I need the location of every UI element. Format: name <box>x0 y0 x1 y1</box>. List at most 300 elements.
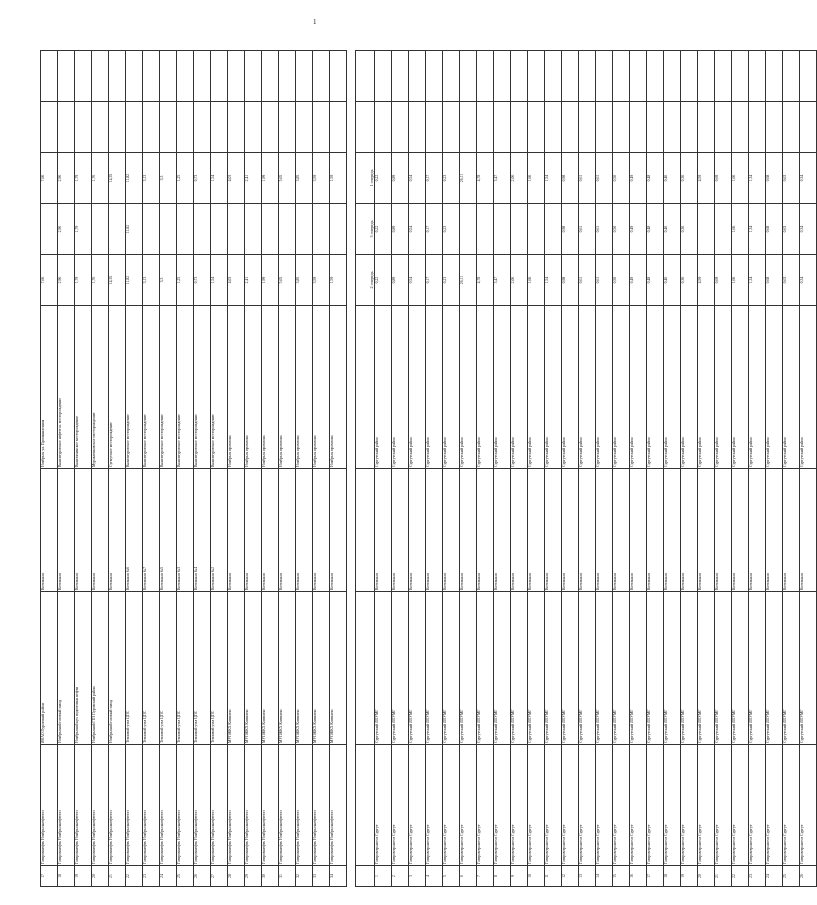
value-cell: 26,11 <box>460 153 477 204</box>
value-cell: 14,35 <box>109 255 126 306</box>
value-cell: 2,41 <box>245 255 262 306</box>
value-cell <box>715 204 732 255</box>
rotated-table-page <box>40 62 804 887</box>
empty-cell <box>177 51 194 102</box>
object-cell: Котельная <box>494 469 511 592</box>
empty-cell <box>41 51 58 102</box>
organization-cell: МУПЖКХ Комплекс <box>296 592 313 745</box>
owner-cell: Газпромтрансгаз Сургут <box>698 745 715 866</box>
organization-cell: Сургутский ЛПУМГ <box>392 592 409 745</box>
object-cell: Котельная <box>681 469 698 592</box>
organization-cell: Сургутский ЛПУМГ <box>596 592 613 745</box>
address-cell: Ноябрьск промзона <box>279 306 296 469</box>
address-cell: Вынгапуровское месторождение <box>126 306 143 469</box>
value-cell: 0,61 <box>596 255 613 306</box>
owner-cell: Газпромнефть Ноябрьскнефтегаз <box>296 745 313 866</box>
value-cell: 0,63 <box>783 204 800 255</box>
value-cell: 1,99 <box>262 153 279 204</box>
address-cell: Вынгапуровское месторождение <box>177 306 194 469</box>
row-number: 23 <box>143 866 160 887</box>
value-cell: 0,63 <box>783 255 800 306</box>
empty-cell <box>160 102 177 153</box>
header-col-2: 2 очередь <box>356 255 375 306</box>
owner-cell: Газпромтрансгаз Сургут <box>732 745 749 866</box>
value-cell: 2,06 <box>511 255 528 306</box>
value-cell: 0,61 <box>579 153 596 204</box>
value-cell: 0,17 <box>426 255 443 306</box>
owner-cell: Газпромтрансгаз Сургут <box>375 745 392 866</box>
empty-cell <box>800 102 817 153</box>
table-row <box>545 51 562 887</box>
value-cell <box>528 204 545 255</box>
empty-cell <box>375 102 392 153</box>
value-cell: 1,66 <box>528 153 545 204</box>
value-cell: 1,66 <box>732 204 749 255</box>
value-cell: 26,11 <box>460 255 477 306</box>
table-row <box>126 51 143 887</box>
owner-cell: Газпромнефть Ноябрьскнефтегаз <box>75 745 92 866</box>
value-cell <box>279 204 296 255</box>
object-cell: Котельная <box>630 469 647 592</box>
empty-cell <box>330 102 347 153</box>
table-row <box>800 51 817 887</box>
value-cell <box>160 204 177 255</box>
row-number: 4 <box>426 866 443 887</box>
table-header-block <box>347 51 375 887</box>
table-row <box>245 51 262 887</box>
empty-cell <box>579 51 596 102</box>
value-cell: 1,59 <box>330 255 347 306</box>
value-cell: 1,25 <box>177 153 194 204</box>
owner-cell: Газпромтрансгаз Сургут <box>681 745 698 866</box>
value-cell: 0,46 <box>664 255 681 306</box>
value-cell: 3,59 <box>313 153 330 204</box>
value-cell <box>143 204 160 255</box>
empty-cell <box>262 51 279 102</box>
row-number: 26 <box>194 866 211 887</box>
table-row <box>75 51 92 887</box>
table-row <box>579 51 596 887</box>
row-number: 1 <box>375 866 392 887</box>
row-number: 9 <box>511 866 528 887</box>
owner-cell: Газпромтрансгаз Сургут <box>664 745 681 866</box>
organization-cell: Сургутский ЛПУМГ <box>647 592 664 745</box>
object-cell: Котельная <box>511 469 528 592</box>
address-cell: Сургутский район <box>613 306 630 469</box>
address-cell: Сургутский район <box>460 306 477 469</box>
page-mark: 1 <box>313 18 317 26</box>
organization-cell: Сургутский ЛПУМГ <box>800 592 817 745</box>
value-cell: 1,66 <box>732 255 749 306</box>
empty-cell <box>211 51 228 102</box>
header-col-3: 3 очередь <box>356 204 375 255</box>
organization-cell: Тепловой узел ЦПС <box>177 592 194 745</box>
address-cell: Сургутский район <box>409 306 426 469</box>
value-cell: 1,76 <box>92 255 109 306</box>
empty-cell <box>783 102 800 153</box>
value-cell: 3,13 <box>143 153 160 204</box>
organization-cell: Сургутский ЛПУМГ <box>375 592 392 745</box>
row-number: 5 <box>443 866 460 887</box>
row-number: 16 <box>630 866 647 887</box>
data-table <box>40 50 817 887</box>
table-row <box>262 51 279 887</box>
address-cell: Сургутский район <box>664 306 681 469</box>
empty-cell <box>715 51 732 102</box>
address-cell: Ноябрьск промзона <box>262 306 279 469</box>
empty-cell <box>579 102 596 153</box>
value-cell: 0,54 <box>409 204 426 255</box>
value-cell: 1,34 <box>749 153 766 204</box>
empty-cell <box>545 51 562 102</box>
row-number: 33 <box>313 866 330 887</box>
row-number: 18 <box>664 866 681 887</box>
value-cell: 0,68 <box>766 153 783 204</box>
table-row <box>596 51 613 887</box>
row-number: 20 <box>698 866 715 887</box>
value-cell: 14,35 <box>109 153 126 204</box>
organization-cell: МУПЖКХ Комплекс <box>313 592 330 745</box>
organization-cell: Сургутский ЛПУМГ <box>681 592 698 745</box>
owner-cell: Газпромтрансгаз Сургут <box>613 745 630 866</box>
empty-cell <box>494 102 511 153</box>
row-number: 26 <box>800 866 817 887</box>
owner-cell: Газпромтрансгаз Сургут <box>528 745 545 866</box>
value-cell: 0,63 <box>783 153 800 204</box>
organization-cell: МУПЖКХ Комплекс <box>245 592 262 745</box>
owner-cell: Газпромнефть Ноябрьскнефтегаз <box>228 745 245 866</box>
value-cell: 2,41 <box>245 153 262 204</box>
empty-cell <box>613 51 630 102</box>
value-cell <box>211 204 228 255</box>
object-cell: Котельная <box>715 469 732 592</box>
value-cell: 0,49 <box>630 255 647 306</box>
object-cell: Котельная <box>262 469 279 592</box>
value-cell: 1,66 <box>732 153 749 204</box>
row-number: 27 <box>211 866 228 887</box>
value-cell: 4,03 <box>228 255 245 306</box>
address-cell: Ноябрьск промзона <box>228 306 245 469</box>
empty-cell <box>143 102 160 153</box>
empty-cell <box>296 51 313 102</box>
table-row <box>109 51 126 887</box>
table-row <box>511 51 528 887</box>
table-row <box>681 51 698 887</box>
value-cell: 1,54 <box>545 153 562 204</box>
table-row <box>194 51 211 887</box>
organization-cell: Сургутский ЛПУМГ <box>545 592 562 745</box>
value-cell: 0,98 <box>562 204 579 255</box>
owner-cell: Газпромнефть Ноябрьскнефтегаз <box>279 745 296 866</box>
address-cell: Вынгапуровское месторождение <box>194 306 211 469</box>
object-cell: Котельная <box>528 469 545 592</box>
value-cell <box>460 204 477 255</box>
row-number: 24 <box>160 866 177 887</box>
object-cell: Котельная №5 <box>160 469 177 592</box>
row-number: 18 <box>58 866 75 887</box>
row-number: 32 <box>296 866 313 887</box>
object-cell: Котельная <box>698 469 715 592</box>
header-col-1: 1 очередь <box>356 153 375 204</box>
value-cell: 0,68 <box>766 204 783 255</box>
empty-cell <box>392 51 409 102</box>
value-cell: 7,66 <box>41 153 58 204</box>
organization-cell: Сургутский ЛПУМГ <box>766 592 783 745</box>
address-cell: Сургутский район <box>562 306 579 469</box>
table-row <box>392 51 409 887</box>
organization-cell: Сургутский ЛПУМГ <box>494 592 511 745</box>
table-row <box>630 51 647 887</box>
object-cell: Котельная <box>732 469 749 592</box>
empty-cell <box>330 51 347 102</box>
empty-cell <box>194 51 211 102</box>
empty-cell <box>392 102 409 153</box>
owner-cell: Газпромнефть Ноябрьскнефтегаз <box>41 745 58 866</box>
empty-cell <box>528 102 545 153</box>
owner-cell: Газпромтрансгаз Сургут <box>443 745 460 866</box>
value-cell: 0,46 <box>664 204 681 255</box>
value-cell <box>698 204 715 255</box>
value-cell: 0,23 <box>443 153 460 204</box>
value-cell: 4,59 <box>698 153 715 204</box>
value-cell: 0,61 <box>596 153 613 204</box>
value-cell: 4,59 <box>698 255 715 306</box>
empty-cell <box>75 102 92 153</box>
table-row <box>426 51 443 887</box>
organization-cell: Ноябрьский газовый завод <box>58 592 75 745</box>
address-cell: Сургутский район <box>630 306 647 469</box>
organization-cell: Сургутский ЛПУМГ <box>630 592 647 745</box>
organization-cell: Сургутский ЛПУМГ <box>579 592 596 745</box>
value-cell: 3,59 <box>313 255 330 306</box>
value-cell: 0,73 <box>194 153 211 204</box>
value-cell: 2,96 <box>58 153 75 204</box>
value-cell: 1,99 <box>262 255 279 306</box>
table-row <box>375 51 392 887</box>
table-row <box>715 51 732 887</box>
value-cell: 5,65 <box>279 153 296 204</box>
address-cell: Сургутский район <box>698 306 715 469</box>
empty-cell <box>409 102 426 153</box>
table-row <box>58 51 75 887</box>
object-cell: Котельная <box>579 469 596 592</box>
empty-cell <box>545 102 562 153</box>
owner-cell: Газпромтрансгаз Сургут <box>392 745 409 866</box>
address-cell: Сургутский район <box>732 306 749 469</box>
empty-cell <box>279 102 296 153</box>
address-cell: Сургутский район <box>681 306 698 469</box>
owner-cell: Газпромнефть Ноябрьскнефтегаз <box>177 745 194 866</box>
empty-cell <box>109 102 126 153</box>
table-row <box>92 51 109 887</box>
value-cell: 0,50 <box>613 153 630 204</box>
value-cell: 0,50 <box>613 255 630 306</box>
value-cell: 2,06 <box>511 153 528 204</box>
organization-cell: МУПЖКХ Комплекс <box>228 592 245 745</box>
object-cell: Котельная №2 <box>211 469 228 592</box>
owner-cell: Газпромтрансгаз Сургут <box>494 745 511 866</box>
owner-cell: Газпромтрансгаз Сургут <box>800 745 817 866</box>
object-cell: Котельная <box>58 469 75 592</box>
value-cell: 1,66 <box>528 255 545 306</box>
organization-cell: МУПЖКХ Комплекс <box>262 592 279 745</box>
empty-cell <box>511 102 528 153</box>
object-cell: Котельная <box>766 469 783 592</box>
empty-cell <box>766 51 783 102</box>
empty-cell <box>596 51 613 102</box>
value-cell <box>177 204 194 255</box>
address-cell: Ноябрьск промзона <box>330 306 347 469</box>
address-cell: Сургутский район <box>477 306 494 469</box>
object-cell: Котельная <box>613 469 630 592</box>
owner-cell: Газпромнефть Ноябрьскнефтегаз <box>313 745 330 866</box>
owner-cell: Газпромнефть Ноябрьскнефтегаз <box>245 745 262 866</box>
address-cell: Сургутский район <box>579 306 596 469</box>
row-number: 25 <box>177 866 194 887</box>
row-number: 14 <box>596 866 613 887</box>
value-cell: 0,17 <box>426 153 443 204</box>
object-cell: Котельная <box>647 469 664 592</box>
empty-cell <box>630 102 647 153</box>
empty-cell <box>477 51 494 102</box>
row-number: 8 <box>494 866 511 887</box>
organization-cell: Ноябрьский газовый завод <box>109 592 126 745</box>
empty-cell <box>528 51 545 102</box>
empty-cell <box>460 51 477 102</box>
row-number: 6 <box>460 866 477 887</box>
organization-cell: ЯНАО Пуровский район <box>41 592 58 745</box>
object-cell: Котельная №3 <box>177 469 194 592</box>
address-cell: Ноябрьск промзона <box>296 306 313 469</box>
owner-cell: Газпромтрансгаз Сургут <box>749 745 766 866</box>
object-cell: Котельная <box>313 469 330 592</box>
object-cell: Котельная №4 <box>194 469 211 592</box>
table-row <box>732 51 749 887</box>
value-cell: 0,50 <box>613 204 630 255</box>
empty-cell <box>211 102 228 153</box>
value-cell: 0,54 <box>409 255 426 306</box>
empty-cell <box>443 102 460 153</box>
row-number: 19 <box>75 866 92 887</box>
object-cell: Котельная <box>443 469 460 592</box>
empty-cell <box>715 102 732 153</box>
value-cell: 0,61 <box>596 204 613 255</box>
owner-cell: Газпромтрансгаз Сургут <box>783 745 800 866</box>
address-cell: Сургутский район <box>647 306 664 469</box>
organization-cell: Тепловой узел ЦПС <box>160 592 177 745</box>
empty-cell <box>109 51 126 102</box>
table-row <box>330 51 347 887</box>
address-cell: Вынгапуровское месторождение <box>160 306 177 469</box>
value-cell <box>545 204 562 255</box>
table-row <box>143 51 160 887</box>
value-cell <box>194 204 211 255</box>
empty-cell <box>92 102 109 153</box>
table-row <box>647 51 664 887</box>
table-row <box>177 51 194 887</box>
empty-cell <box>681 51 698 102</box>
row-number: 15 <box>613 866 630 887</box>
object-cell: Котельная <box>664 469 681 592</box>
value-cell: 1,34 <box>749 204 766 255</box>
empty-cell <box>647 51 664 102</box>
empty-cell <box>681 102 698 153</box>
object-cell: Котельная <box>109 469 126 592</box>
empty-cell <box>245 51 262 102</box>
object-cell: Котельная <box>392 469 409 592</box>
organization-cell: Сургутский ЛПУМГ <box>562 592 579 745</box>
table-row <box>562 51 579 887</box>
value-cell: 0,89 <box>392 204 409 255</box>
table-row <box>279 51 296 887</box>
row-number: 2 <box>392 866 409 887</box>
value-cell: 4,78 <box>477 153 494 204</box>
object-cell: Котельная <box>409 469 426 592</box>
table-row <box>494 51 511 887</box>
owner-cell: Газпромтрансгаз Сургут <box>460 745 477 866</box>
row-number: 20 <box>92 866 109 887</box>
object-cell: Котельная <box>228 469 245 592</box>
value-cell: 0,48 <box>647 204 664 255</box>
empty-cell <box>143 51 160 102</box>
empty-cell <box>58 51 75 102</box>
object-cell: Котельная <box>75 469 92 592</box>
empty-cell <box>460 102 477 153</box>
address-cell: Вынгапуровское месторождение <box>211 306 228 469</box>
table-row <box>528 51 545 887</box>
value-cell: 1,76 <box>92 153 109 204</box>
row-number: 29 <box>245 866 262 887</box>
organization-cell: Сургутский ЛПУМГ <box>511 592 528 745</box>
value-cell <box>92 204 109 255</box>
owner-cell: Газпромтрансгаз Сургут <box>545 745 562 866</box>
value-cell <box>511 204 528 255</box>
value-cell: 0,22 <box>375 255 392 306</box>
empty-cell <box>75 51 92 102</box>
object-cell: Котельная <box>460 469 477 592</box>
value-cell <box>494 204 511 255</box>
value-cell: 0,89 <box>392 255 409 306</box>
value-cell: 0,34 <box>800 153 817 204</box>
object-cell: Котельная <box>800 469 817 592</box>
row-number: 19 <box>681 866 698 887</box>
organization-cell: Сургутский ЛПУМГ <box>528 592 545 745</box>
empty-cell <box>494 51 511 102</box>
address-cell: Сургутский район <box>596 306 613 469</box>
table-row <box>766 51 783 887</box>
value-cell: 3,47 <box>494 255 511 306</box>
organization-cell: Сургутский ЛПУМГ <box>698 592 715 745</box>
table-row <box>160 51 177 887</box>
empty-cell <box>647 102 664 153</box>
owner-cell: Газпромтрансгаз Сургут <box>766 745 783 866</box>
row-number: 12 <box>562 866 579 887</box>
value-cell: 0,98 <box>562 153 579 204</box>
object-cell: Котельная <box>296 469 313 592</box>
address-cell: Сургутский район <box>545 306 562 469</box>
table-row <box>443 51 460 887</box>
owner-cell: Газпромнефть Ноябрьскнефтегаз <box>330 745 347 866</box>
empty-cell <box>160 51 177 102</box>
value-cell: 2,96 <box>58 255 75 306</box>
value-cell: 5,65 <box>279 255 296 306</box>
address-cell: Сургутский район <box>783 306 800 469</box>
block-gap <box>347 51 356 887</box>
empty-cell <box>562 102 579 153</box>
object-cell: Котельная <box>596 469 613 592</box>
value-cell: 7,66 <box>41 255 58 306</box>
address-cell: Сургутский район <box>375 306 392 469</box>
